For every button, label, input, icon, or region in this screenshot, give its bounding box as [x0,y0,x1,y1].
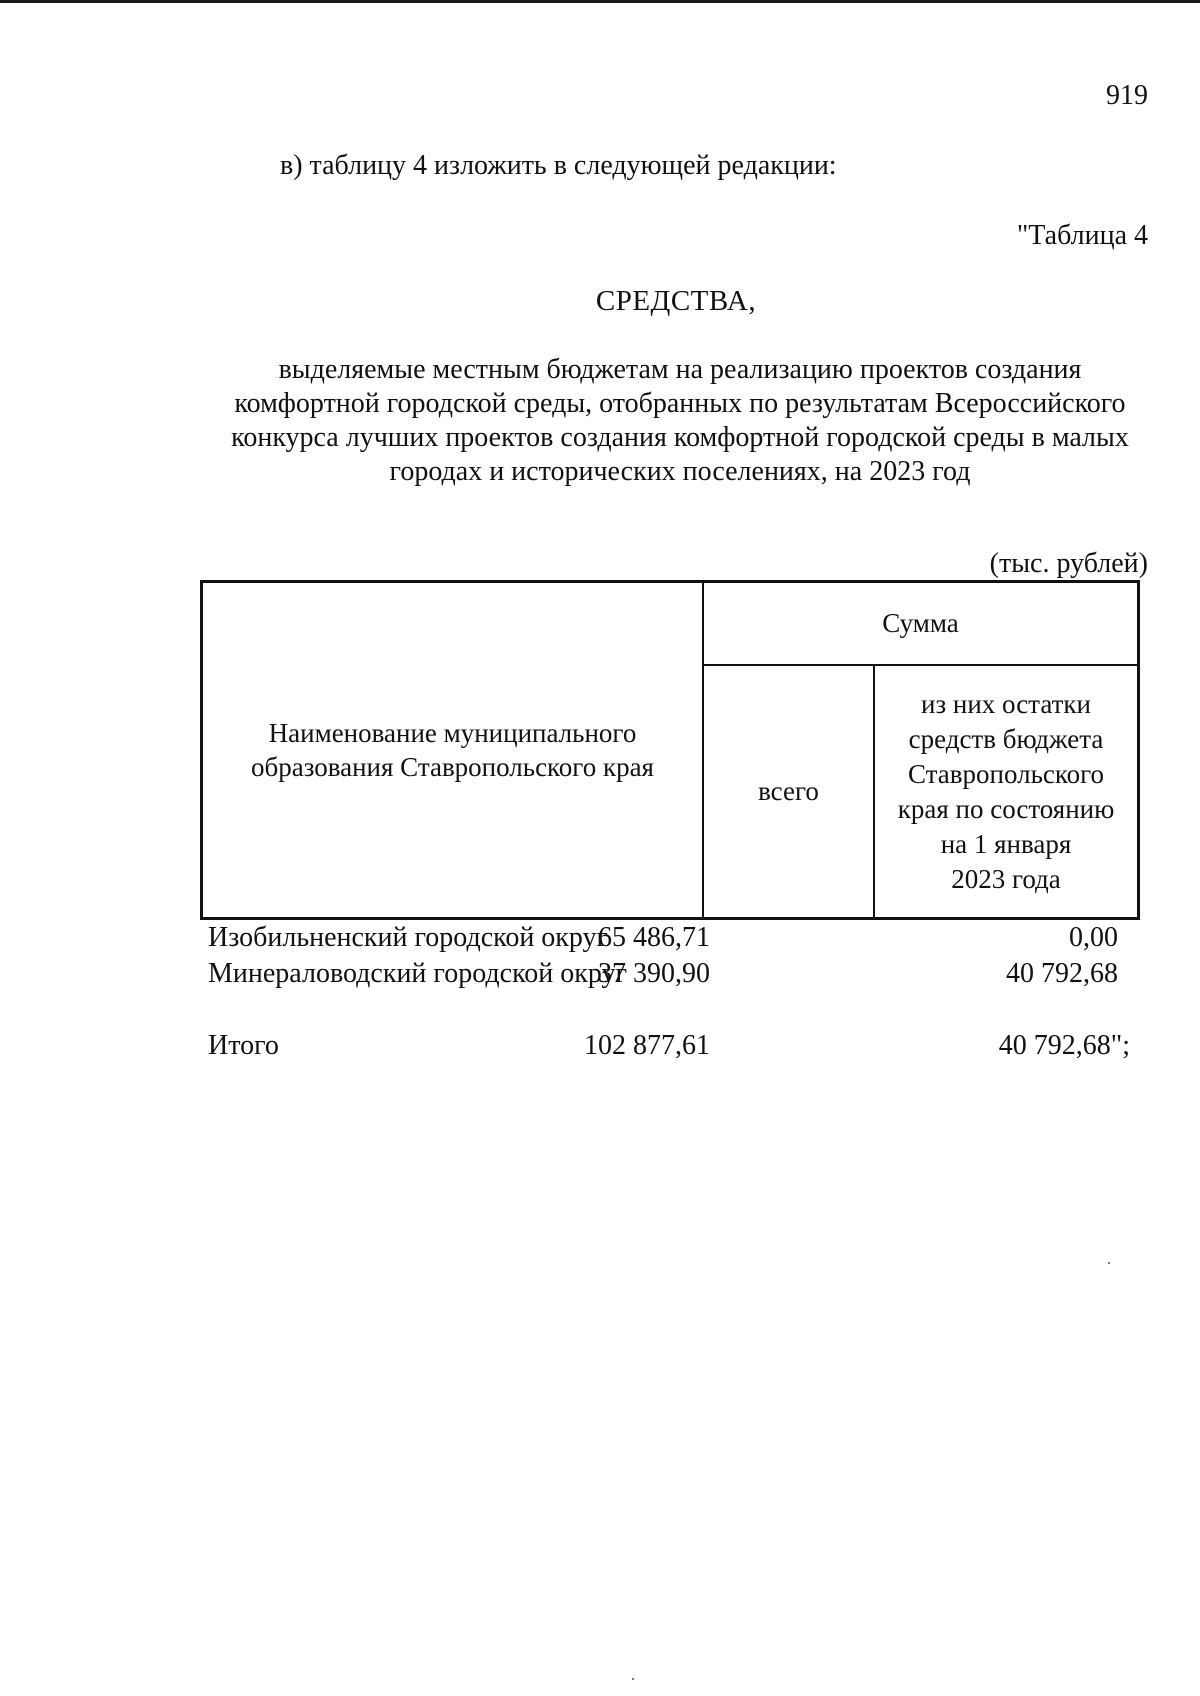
scan-speck [1108,1262,1110,1264]
scan-speck [632,1678,634,1680]
header-text-line: 2023 года [951,863,1061,894]
total-cell: 37 390,90 [598,958,710,989]
header-municipality-name [203,583,702,917]
table-row [200,958,1140,994]
total-cell: 65 486,71 [598,922,710,953]
table-header [200,580,1140,920]
header-text-line: Наименование муниципального [268,718,637,748]
grand-total-cell: 102 877,61 [584,1030,710,1061]
header-remainder [875,666,1137,917]
remainder-cell: 0,00 [1069,922,1118,953]
header-text-line: из них остатки [921,688,1091,719]
remainder-total-cell: 40 792,68"; [998,1030,1130,1061]
municipality-name-cell: Минераловодский городской округ [208,958,627,989]
amendment-instruction: в) таблицу 4 изложить в следующей редакции: [280,150,837,181]
header-text-line: средств бюджета [908,723,1104,754]
table-row [200,922,1140,958]
subtitle-line: выделяемые местным бюджетам на реализацию проектов создания [278,354,1082,385]
page-number: 919 [1106,80,1148,111]
total-label-cell: Итого [208,1030,279,1061]
subtitle-line: конкурса лучших проектов создания комфортной городской среды в малых [231,422,1129,453]
table-label: "Таблица 4 [1016,220,1148,251]
header-total: всего [758,776,819,806]
municipality-name-cell: Изобильненский городской округ [208,922,609,953]
subtitle-line: комфортной городской среды, отобранных по результатам Всероссийского [234,388,1126,419]
header-text-line: на 1 января [940,828,1072,859]
document-title: СРЕДСТВА, [595,285,757,317]
subtitle-line: городах и исторических поселениях, на 2023 год [389,456,971,487]
table-total-row [200,1030,1140,1066]
document-subtitle [210,353,1150,489]
units-note: (тыс. рублей) [989,548,1148,579]
header-text-line: Ставропольского [907,758,1105,789]
header-text-line: образования Ставропольского края [251,752,654,782]
header-text-line: края по состоянию [897,793,1115,824]
top-border-rule [0,0,1200,3]
header-sum: Сумма [882,608,959,638]
remainder-cell: 40 792,68 [1006,958,1118,989]
